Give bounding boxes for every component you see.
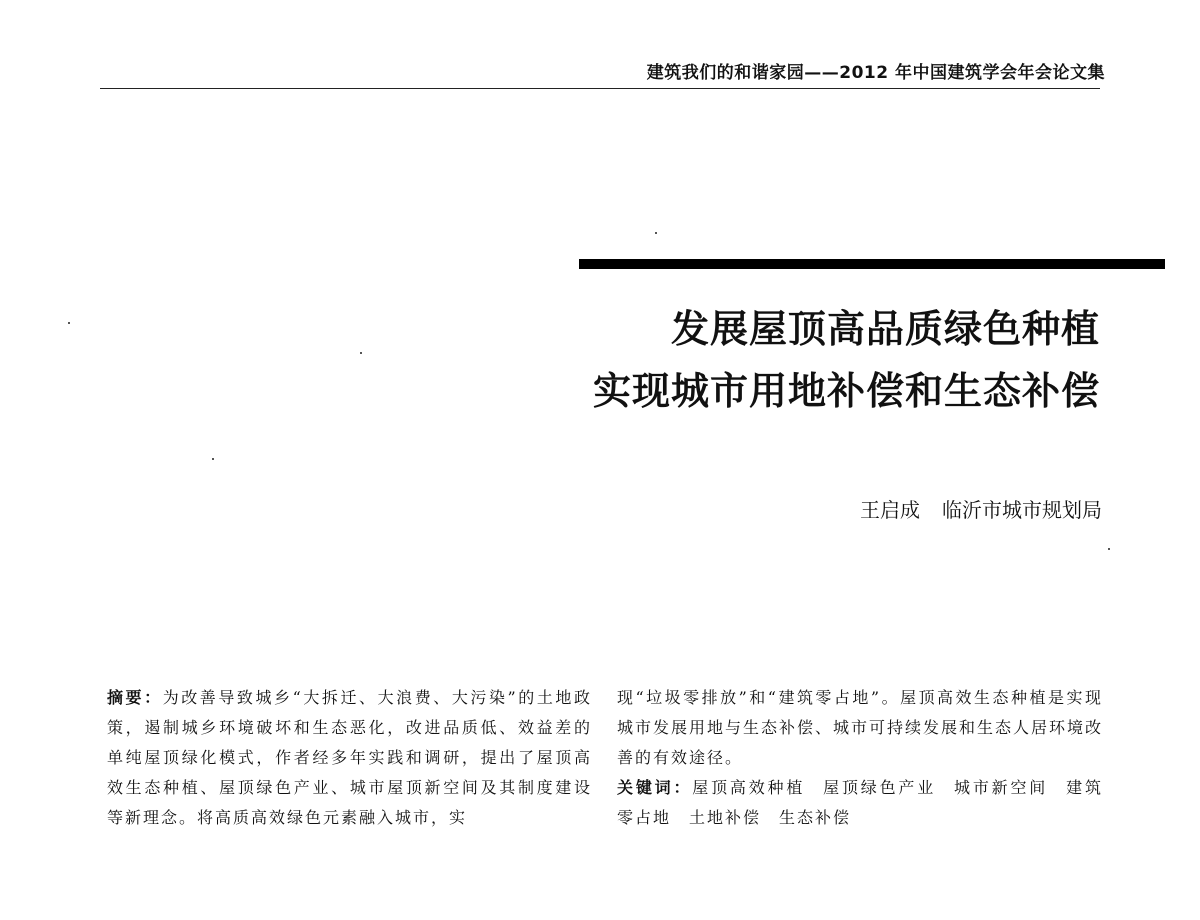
scan-speck	[212, 458, 214, 460]
scan-speck	[1108, 548, 1110, 550]
abstract-text-part1: 为改善导致城乡“大拆迁、大浪费、大污染”的土地政策，遏制城乡环境破坏和生态恶化，改进品质低、效益差的单纯屋顶绿化模式，作者经多年实践和调研，提出了屋顶高效生态种植、屋顶绿色产业、城市屋顶新空间及其制度建设等新理念。将高质高效绿色元素融入城市，实	[107, 688, 592, 827]
keywords-label: 关键词：	[617, 778, 693, 797]
scan-speck	[360, 352, 362, 354]
keyword: 建筑零占地	[617, 778, 1103, 827]
running-header: 建筑我们的和谐家园——2012 年中国建筑学会年会论文集	[646, 63, 1105, 83]
keyword: 城市新空间	[954, 778, 1049, 797]
keyword: 屋顶高效种植	[692, 778, 806, 797]
title-rule-bar	[579, 259, 1165, 269]
author-affiliation: 临沂市城市规划局	[942, 498, 1102, 522]
keyword: 生态补偿	[779, 808, 852, 827]
abstract-column-left	[107, 683, 592, 833]
keyword: 屋顶绿色产业	[823, 778, 937, 797]
keywords	[617, 773, 1103, 833]
title-line-2: 实现城市用地补偿和生态补偿	[592, 369, 1100, 413]
abstract-label: 摘要：	[107, 688, 163, 707]
scan-speck	[68, 322, 70, 324]
abstract-column-right	[617, 683, 1103, 833]
paper-title	[593, 298, 1100, 422]
author-name: 王启成	[860, 498, 920, 522]
header-rule	[100, 88, 1100, 89]
author-line	[860, 494, 1102, 523]
abstract-text-part2: 现“垃圾零排放”和“建筑零占地”。屋顶高效生态种植是实现城市发展用地与生态补偿、城市可持续发展和生态人居环境改善的有效途径。	[617, 688, 1104, 767]
scan-speck	[655, 232, 657, 234]
keyword: 土地补偿	[689, 808, 762, 827]
title-line-1: 发展屋顶高品质绿色种植	[670, 307, 1100, 351]
